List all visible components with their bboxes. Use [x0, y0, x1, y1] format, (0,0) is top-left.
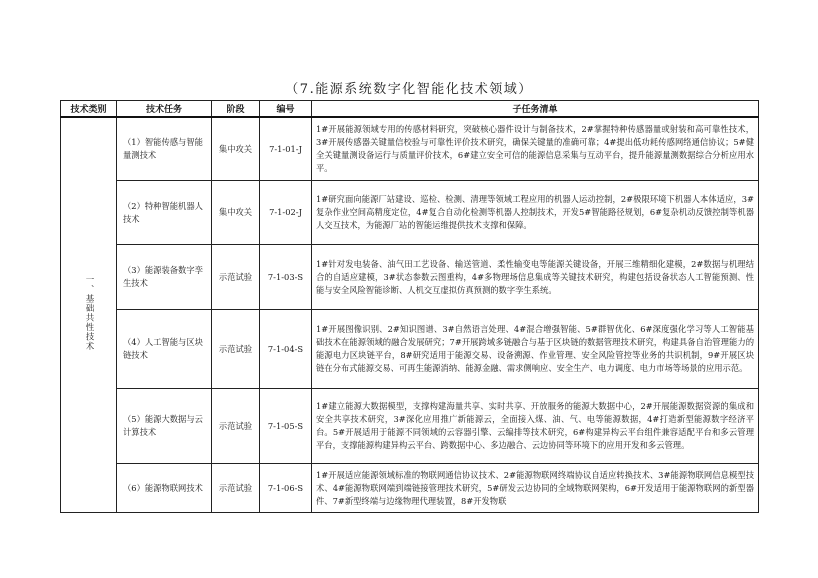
stage-cell: 集中攻关 [212, 181, 260, 245]
task-cell: （1）智能传感与智能量测技术 [117, 117, 212, 181]
subtasks-cell: 1#建立能源大数据模型，支撑构建海量共享、实时共享、开放服务的能源大数据中心，2#开展能源数据资源的集成和安全共享技术研究，3#深化应用推广新能源云，全面接入煤、油、气、电等能源数据，4#打造新型能源数字经济平台。5#开展适用于能源不同领域的云容器引擎、云编排等技术研究，6#构建异构云平台组件兼容适配平台和多云管理平台，支撑能源构建异构云平台、跨数据中心、多边融合、云边协同等环境下的应用开发和多云管理。 [312, 389, 759, 464]
task-cell: （6）能源物联网技术 [117, 464, 212, 513]
subtasks-cell: 1#研究面向能源厂站建设、巡检、检测、清理等领域工程应用的机器人运动控制，2#极限环境下机器人本体适应，3#复杂作业空间高精度定位，4#复合自动化检测等机器人控制技术，开发5#智能路径规划，6#复杂机动反馈控制等机器人交互技术，为能源厂站的智能运维提供技术支撑和保障。 [312, 181, 759, 245]
subtasks-cell: 1#开展适应能源领域标准的物联网通信协议技术、2#能源物联网终端协议自适应转换技术、3#能源物联网信息模型技术、4#能源物联网端到端链接管理技术研究，5#研发云边协同的全域物联网架构，6#开发适用于能源物联网的新型器件、7#新型终端与边缘物理代理装置，8#开发物联 [312, 464, 759, 513]
code-cell: 7-1-03-S [260, 245, 312, 310]
table-row [61, 464, 759, 513]
header-category: 技术类别 [61, 101, 117, 118]
subtasks-cell: 1#开展能源领域专用的传感材料研究，突破核心器件设计与制备技术，2#掌握特种传感器量或射装和高可靠性技术，3#开展传感器关键量信校验与可靠性评价技术研究，确保关键量的准确可靠；4#提出低功耗传感网络通信协议；5#健全关键量测设备运行与质量评价技术，6#建立安全可信的能源信息采集与互动平台，提升能源量测数据综合分析应用水平。 [312, 117, 759, 181]
task-cell: （2）特种智能机器人技术 [117, 181, 212, 245]
stage-cell: 示范试验 [212, 389, 260, 464]
table-row [61, 117, 759, 181]
stage-cell: 示范试验 [212, 464, 260, 513]
table-row [61, 181, 759, 245]
code-cell: 7-1-02-J [260, 181, 312, 245]
task-cell: （3）能源装备数字孪生技术 [117, 245, 212, 310]
table-row [61, 310, 759, 389]
header-task: 技术任务 [117, 101, 212, 118]
task-cell: （5）能源大数据与云计算技术 [117, 389, 212, 464]
code-cell: 7-1-05-S [260, 389, 312, 464]
tech-task-table [60, 100, 759, 513]
stage-cell: 示范试验 [212, 310, 260, 389]
document-title: （7.能源系统数字化智能化技术领域） [285, 82, 533, 97]
table-row [61, 245, 759, 310]
table-row [61, 389, 759, 464]
subtasks-cell: 1#针对发电装备、油气田工艺设备、输送管道、柔性输变电等能源关键设备，开展三维精细化建模，2#数据与机理结合的自适应建模，3#状态参数云图重构，4#多物理场信息集成等关键技术研究，构建包括设备状态人工智能预测、性能与安全风险智能诊断、人机交互虚拟仿真预测的数字孪生系统。 [312, 245, 759, 310]
header-subtasks: 子任务清单 [312, 101, 759, 118]
task-cell: （4）人工智能与区块链技术 [117, 310, 212, 389]
code-cell: 7-1-04-S [260, 310, 312, 389]
code-cell: 7-1-06-S [260, 464, 312, 513]
stage-cell: 集中攻关 [212, 117, 260, 181]
category-label: 一、基础共性技术 [84, 275, 94, 351]
header-stage: 阶段 [212, 101, 260, 118]
subtasks-cell: 1#开展图像识别、2#知识图谱、3#自然语言处理、4#混合增强智能、5#群智优化、6#深度强化学习等人工智能基础技术在能源领域的融合发展研究；7#开展跨域多链融合与基于区块链的数据管理技术研究，构建具备自治管理能力的能源电力区块链平台，8#研究适用于能源交易、设备溯源、作业管理、安全风险管控等业务的共识机制，9#开展区块链在分布式能源交易、可再生能源消纳、能源金融、需求侧响应、安全生产、电力调度、电力市场等场景的应用示范。 [312, 310, 759, 389]
header-code: 编号 [260, 101, 312, 118]
code-cell: 7-1-01-J [260, 117, 312, 181]
table-header-row [61, 101, 759, 118]
stage-cell: 示范试验 [212, 245, 260, 310]
category-cell [61, 117, 117, 513]
